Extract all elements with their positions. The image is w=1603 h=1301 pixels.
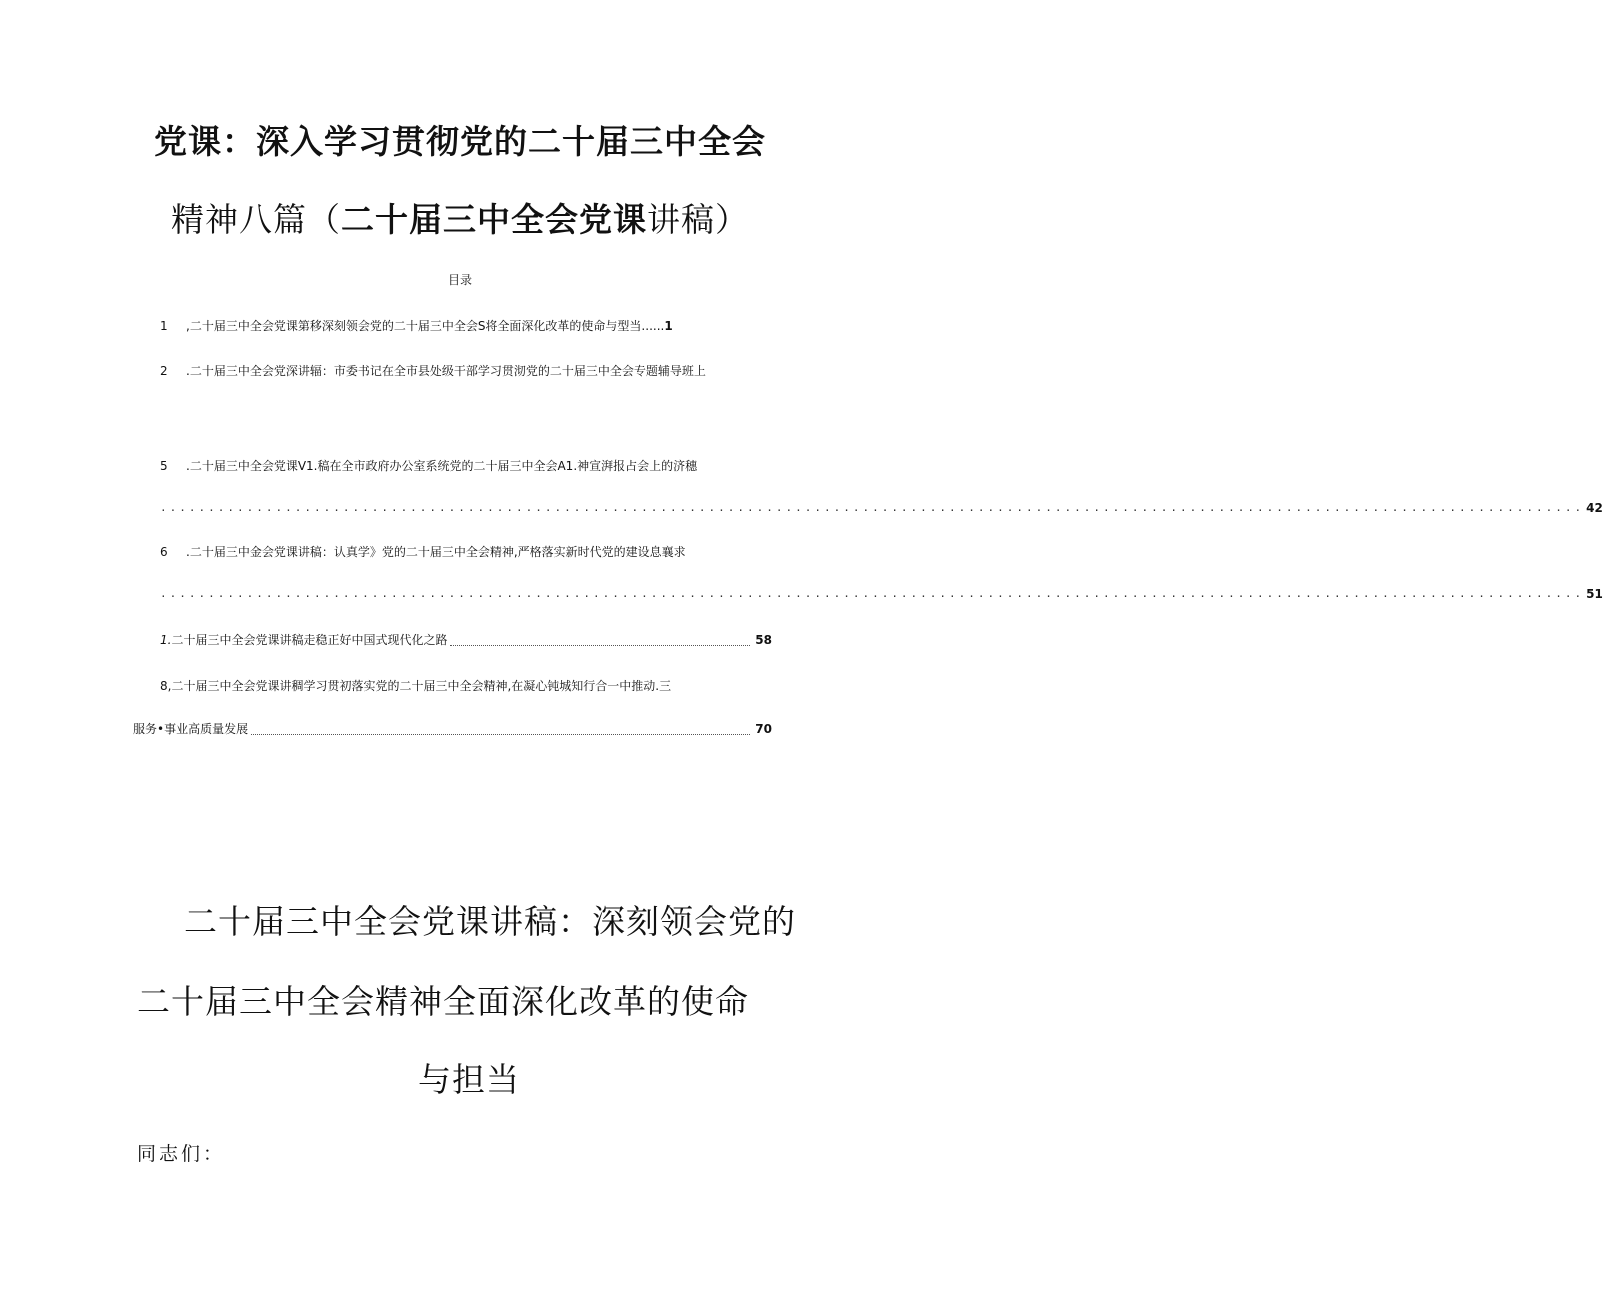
toc-entry-number: 2 bbox=[160, 364, 168, 378]
dot-leader: .................................................................................................................................................... bbox=[160, 587, 1585, 600]
section-title-line-1: 二十届三中全会党课讲稿：深刻领会党的 bbox=[184, 902, 796, 941]
title-line-2-prefix: 精神八篇（ bbox=[171, 200, 341, 239]
toc-entry-number: 5 bbox=[160, 459, 168, 473]
toc-entry-8[interactable] bbox=[160, 678, 671, 694]
toc-entry-6[interactable] bbox=[160, 544, 686, 560]
toc-entry-5-leader bbox=[160, 500, 1603, 516]
toc-entry-text: .二十届三中全会党课V1.稿在全市政府办公室系统党的二十届三中全会A1.神宣湃报占会上的济穗 bbox=[186, 459, 698, 473]
dot-leader: .................................................................................................................................................... bbox=[160, 501, 1585, 514]
toc-entry-number: 1. bbox=[160, 633, 172, 647]
toc-entry-text: ,二十届三中全会党课讲稠学习贯初落实党的二十届三中全会精神,在凝心钝城知行合一中推动.三 bbox=[167, 679, 672, 693]
toc-entry-text: .二十届三中全会党深讲辐：市委书记在全市县处级干部学习贯沏党的二十届三中全会专题辅导班上 bbox=[186, 364, 706, 378]
toc-entry-page: 70 bbox=[755, 722, 772, 736]
document-title-line-1: 党课：深入学习贯彻党的二十届三中全会 bbox=[154, 122, 766, 161]
dot-leader bbox=[450, 634, 750, 646]
toc-entry-2[interactable] bbox=[160, 363, 706, 379]
section-title-line-3: 与担当 bbox=[418, 1060, 520, 1099]
toc-entry-text: 二十届三中全会党课讲稿走稳正好中国式现代化之路 bbox=[171, 633, 448, 647]
toc-entry-continuation-text: 服务•事业高质量发展 bbox=[133, 722, 249, 736]
toc-entry-page: 42 bbox=[1586, 501, 1603, 515]
toc-entry-8-continuation bbox=[133, 721, 772, 737]
dot-leader bbox=[251, 723, 750, 735]
toc-entry-5[interactable] bbox=[160, 458, 697, 474]
toc-entry-1[interactable] bbox=[160, 318, 673, 334]
toc-entry-7[interactable] bbox=[160, 632, 772, 648]
toc-entry-number: 6 bbox=[160, 545, 168, 559]
toc-entry-text: ,二十届三中全会党课第移深刻领会党的二十届三中全会S将全面深化改革的使命与型当...... bbox=[186, 319, 665, 333]
toc-entry-lead bbox=[160, 632, 447, 648]
title-line-2-bold: 二十届三中全会党课 bbox=[341, 200, 647, 239]
toc-entry-page: 58 bbox=[755, 633, 772, 647]
toc-entry-page: 1 bbox=[664, 319, 673, 333]
toc-entry-text: .二十届三中金会党课讲稿：认真学》党的二十届三中全会精神,严格落实新时代党的建设息襄求 bbox=[186, 545, 686, 559]
toc-entry-number: 8 bbox=[160, 679, 168, 693]
toc-entry-6-leader bbox=[160, 586, 1603, 602]
toc-heading: 目录 bbox=[447, 273, 472, 287]
salutation: 同志们： bbox=[137, 1143, 226, 1165]
title-line-2-suffix: 讲稿） bbox=[647, 200, 749, 239]
toc-entry-number: 1 bbox=[160, 319, 168, 333]
document-title-line-2 bbox=[0, 200, 920, 240]
section-title-line-2: 二十届三中全会精神全面深化改革的使命 bbox=[137, 982, 749, 1021]
toc-entry-page: 51 bbox=[1586, 587, 1603, 601]
